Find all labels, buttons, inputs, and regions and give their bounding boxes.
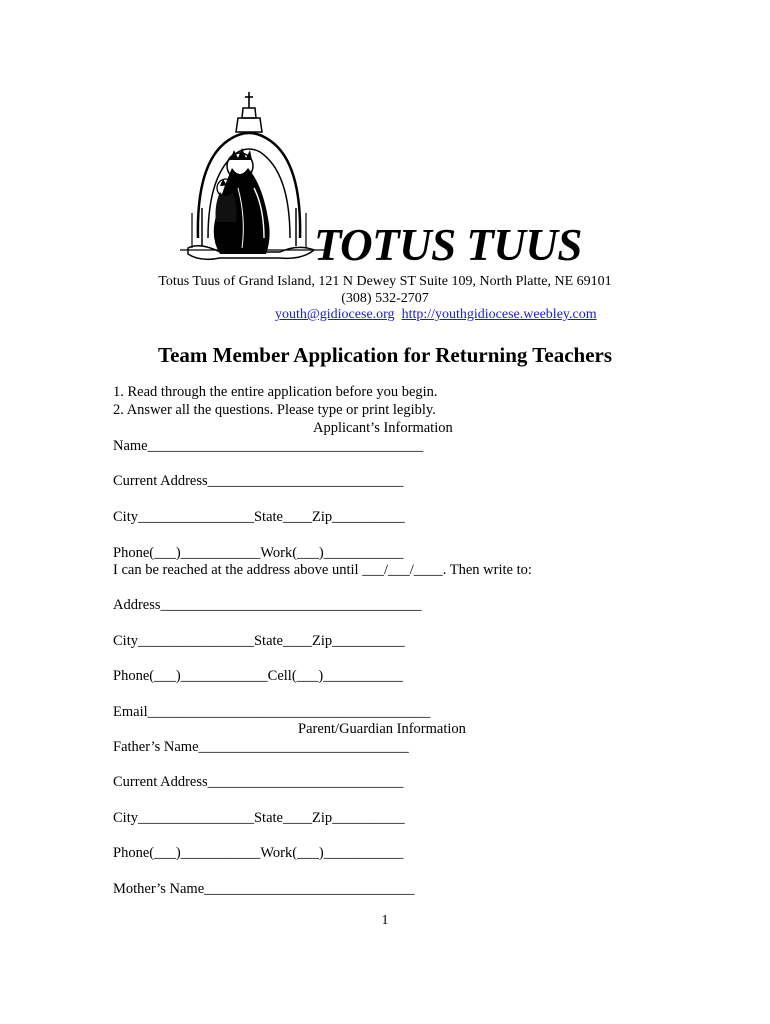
applicant-name-field[interactable]: Name______________________________________ [113, 438, 424, 454]
applicant-address-field[interactable]: Address____________________________________ [113, 597, 422, 613]
parent-city-state-zip-field[interactable]: City________________State____Zip__________ [113, 810, 405, 826]
father-name-field[interactable]: Father’s Name_____________________________ [113, 739, 409, 755]
instruction-2: 2. Answer all the questions. Please type or print legibly. [113, 402, 436, 418]
page-title: Team Member Application for Returning Teachers [157, 343, 613, 367]
parent-phone-work-field[interactable]: Phone(___)___________Work(___)___________ [113, 845, 404, 861]
totus-tuus-logo [180, 88, 330, 266]
page-number: 1 [381, 913, 389, 928]
applicant-email-field[interactable]: Email_______________________________________ [113, 704, 431, 720]
mother-name-field[interactable]: Mother’s Name_____________________________ [113, 881, 415, 897]
organization-address: Totus Tuus of Grand Island, 121 N Dewey ST Suite 109, North Platte, NE 69101 [158, 274, 612, 289]
contact-links [275, 306, 597, 323]
website-link[interactable]: http://youthgidiocese.weebley.com [401, 307, 597, 322]
applicant-city-state-zip-field[interactable]: City________________State____Zip__________ [113, 509, 405, 525]
instruction-1: 1. Read through the entire application before you begin. [113, 384, 438, 400]
applicant-reached-until-field[interactable]: I can be reached at the address above until ___/___/____. Then write to: [113, 562, 532, 578]
applicant-city-state-zip-2-field[interactable]: City________________State____Zip__________ [113, 633, 405, 649]
applicant-phone-work-field[interactable]: Phone(___)___________Work(___)___________ [113, 545, 404, 561]
email-link[interactable]: youth@gidiocese.org [275, 307, 395, 322]
applicant-section-heading: Applicant’s Information [313, 420, 453, 436]
brand-title: TOTUS TUUS [314, 220, 582, 270]
parent-current-address-field[interactable]: Current Address___________________________ [113, 774, 404, 790]
applicant-current-address-field[interactable]: Current Address___________________________ [113, 473, 404, 489]
parent-section-heading: Parent/Guardian Information [298, 721, 466, 737]
organization-phone: (308) 532-2707 [341, 291, 429, 306]
applicant-phone-cell-field[interactable]: Phone(___)____________Cell(___)___________ [113, 668, 403, 684]
